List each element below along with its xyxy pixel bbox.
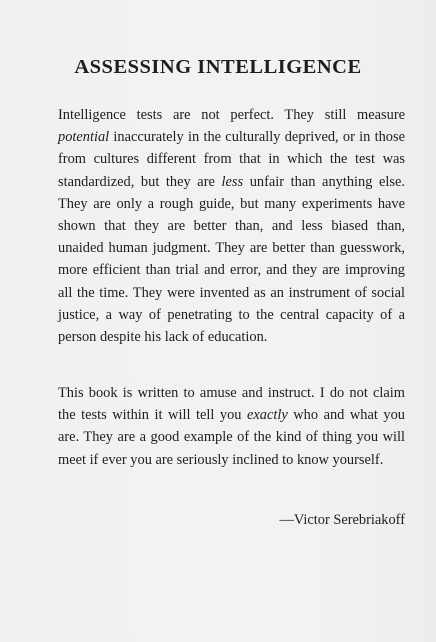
paragraph-book-purpose: [58, 382, 405, 471]
paragraph-text: Intelligence tests are not perfect. They still measure: [58, 107, 405, 123]
paragraph-text: inaccurately in the culturally deprived, or in those from cultures different from that in which the test was standardized, but they are: [58, 129, 405, 190]
paragraph-text: who and what you are. They are a good example of the kind of thing you will meet if ever you are seriously inclined to know yourself.: [58, 407, 405, 468]
emphasis-exactly: exactly: [247, 407, 288, 424]
page-title: ASSESSING INTELLIGENCE: [74, 56, 362, 78]
paragraph-intelligence-tests: [58, 104, 405, 348]
emphasis-potential: potential: [58, 129, 110, 146]
paragraph-text: unfair than anything else. They are only a rough guide, but many experiments have shown that they are better than, and less biased than, unaided human judgment. They are better than guesswork, more efficient than trial and error, and they are improving all the time. They were invented as an instrument of social justice, a way of penetrating to the central capacity of a person despite his lack of education.: [58, 173, 405, 346]
paragraph-text: This book is written to amuse and instruct. I do not claim the tests within it will tell you: [58, 385, 405, 424]
emphasis-less: less: [221, 173, 244, 190]
author-signature: —Victor Serebriakoff: [279, 512, 405, 528]
